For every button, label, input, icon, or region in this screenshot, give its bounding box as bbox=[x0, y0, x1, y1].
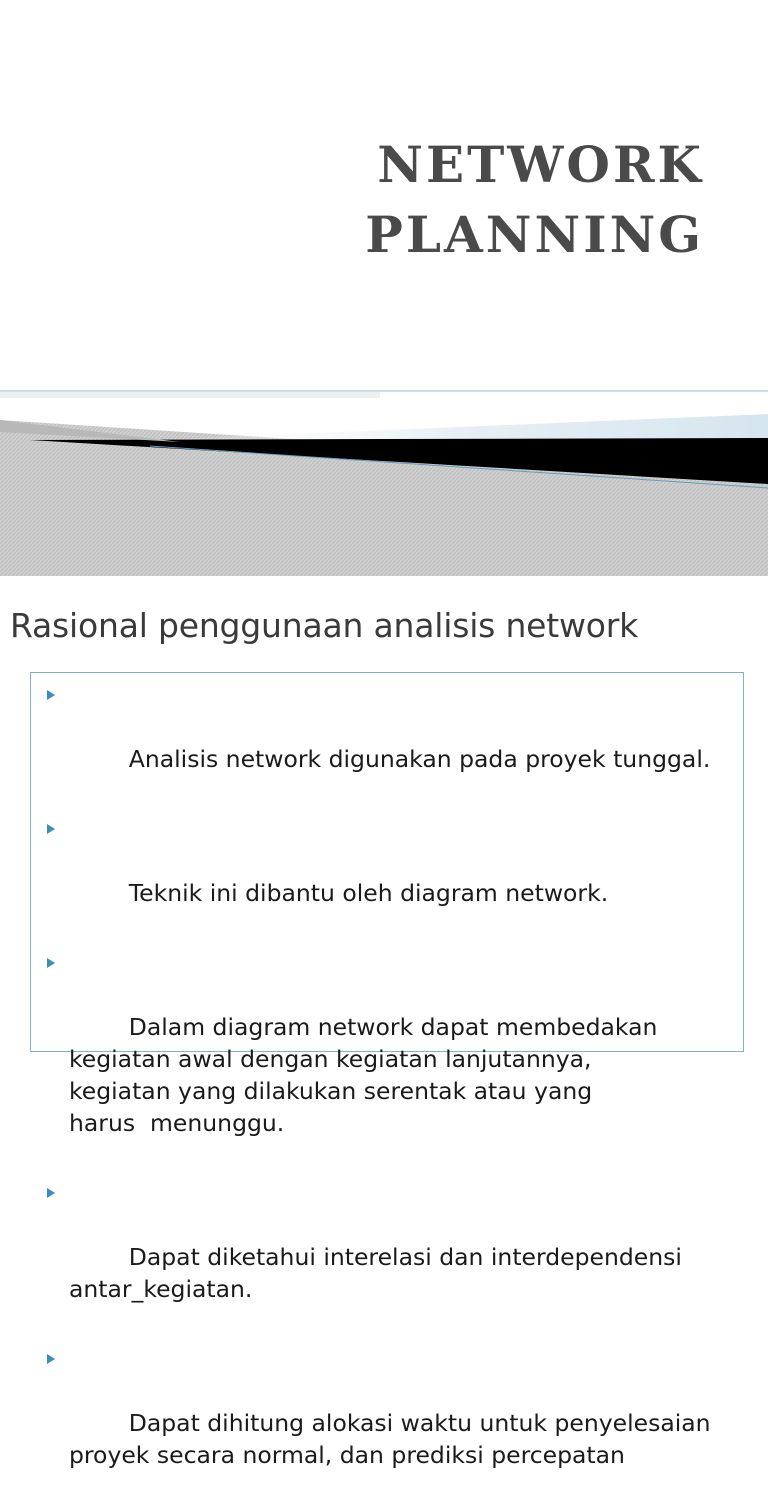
bullet-item bbox=[45, 947, 735, 1171]
bullet-item bbox=[45, 813, 735, 941]
triangle-bullet-icon bbox=[47, 824, 55, 834]
decorative-band bbox=[0, 380, 768, 576]
bullet-text: Dapat diketahui interelasi dan interdependensi antar_kegiatan. bbox=[69, 1243, 682, 1303]
bullet-item bbox=[45, 1343, 735, 1503]
title-line-1: NETWORK bbox=[377, 135, 704, 194]
bullet-text: Dapat dihitung alokasi waktu untuk penyelesaian proyek secara normal, dan prediksi percepatan bbox=[69, 1409, 711, 1469]
triangle-bullet-icon bbox=[47, 958, 55, 968]
title-line-2: PLANNING bbox=[365, 205, 704, 264]
bullet-box bbox=[30, 672, 744, 1469]
bullet-text: Dalam diagram network dapat membedakan kegiatan awal dengan kegiatan lanjutannya, kegiatan yang dilakukan serentak atau yang harus menunggu. bbox=[69, 1013, 658, 1137]
bullet-text: Teknik ini dibantu oleh diagram network. bbox=[128, 879, 609, 907]
triangle-bullet-icon bbox=[47, 690, 55, 700]
bullet-item bbox=[45, 679, 735, 807]
triangle-bullet-icon bbox=[47, 1354, 55, 1364]
title-slide bbox=[0, 0, 768, 576]
content-slide bbox=[0, 576, 768, 1469]
triangle-bullet-icon bbox=[47, 1188, 55, 1198]
bullet-list bbox=[31, 673, 743, 1503]
content-title: Rasional penggunaan analisis network bbox=[10, 606, 639, 645]
bullet-text: Analisis network digunakan pada proyek tunggal. bbox=[128, 745, 711, 773]
bullet-item bbox=[45, 1177, 735, 1337]
slide-title bbox=[365, 130, 704, 270]
